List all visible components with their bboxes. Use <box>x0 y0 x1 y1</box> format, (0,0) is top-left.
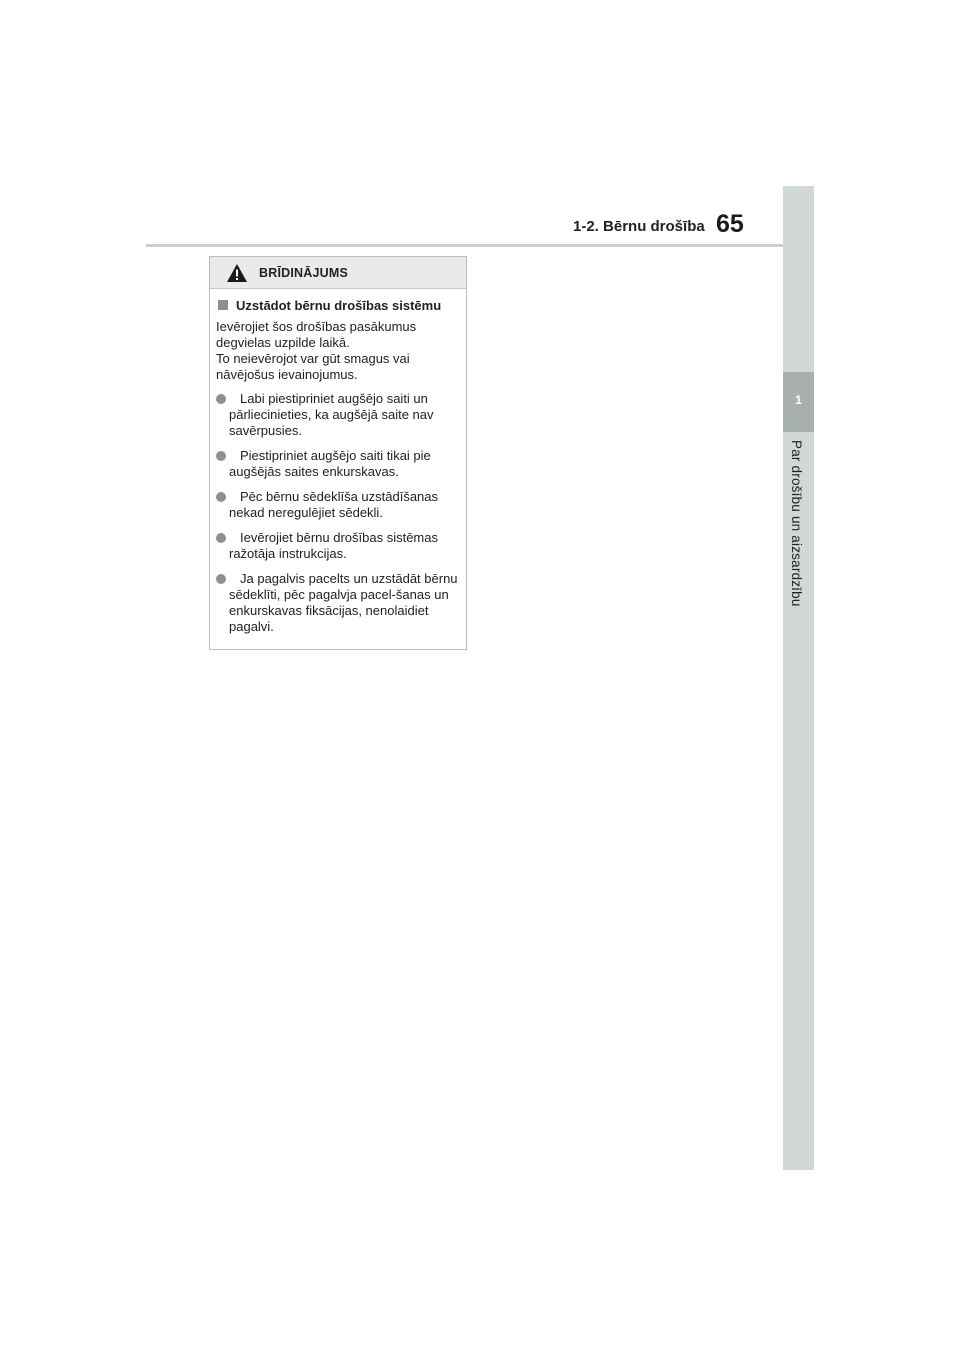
warning-box <box>209 256 467 650</box>
side-tab <box>783 186 814 1170</box>
list-item <box>216 530 460 562</box>
warning-subheading <box>216 297 460 314</box>
list-item <box>216 571 460 635</box>
warning-title: BRĪDINĀJUMS <box>259 266 349 280</box>
warning-bullet-list <box>216 391 460 635</box>
bullet-text: Pēc bērnu sēdeklīša uzstādīšanas nekad neregulējiet sēdekli. <box>229 489 439 520</box>
bullet-dot-icon <box>216 533 226 543</box>
warning-triangle-icon <box>226 263 248 283</box>
list-item <box>216 489 460 521</box>
section-title: 1-2. Bērnu drošība <box>573 218 705 235</box>
bullet-text: Piestipriniet augšējo saiti tikai pie augšējās saites enkurskavas. <box>229 448 431 479</box>
header-rule <box>146 244 784 247</box>
list-item <box>216 391 460 439</box>
warning-header <box>210 257 466 289</box>
bullet-dot-icon <box>216 574 226 584</box>
bullet-dot-icon <box>216 394 226 404</box>
warning-intro: Ievērojiet šos drošības pasākumus degvielas uzpilde laikā. To neievērojot var gūt smagus vai nāvējošus ievainojumus. <box>216 319 417 382</box>
bullet-text: Ja pagalvis pacelts un uzstādāt bērnu sēdeklīti, pēc pagalvja pacel-šanas un enkurskavas fiksācijas, nenolaidiet pagalvi. <box>229 571 458 634</box>
warning-body <box>210 297 466 635</box>
page-number: 65 <box>716 210 744 238</box>
list-item <box>216 448 460 480</box>
bullet-dot-icon <box>216 451 226 461</box>
warning-subheading-text: Uzstādot bērnu drošības sistēmu <box>236 298 442 313</box>
bullet-dot-icon <box>216 492 226 502</box>
square-bullet-icon <box>218 300 228 310</box>
chapter-number: 1 <box>795 393 802 407</box>
bullet-text: Ievērojiet bērnu drošības sistēmas ražotāja instrukcijas. <box>229 530 438 561</box>
chapter-label: Par drošību un aizsardzību <box>789 440 804 607</box>
bullet-text: Labi piestipriniet augšējo saiti un pārliecinieties, ka augšējā saite nav savērpusies. <box>229 391 434 438</box>
